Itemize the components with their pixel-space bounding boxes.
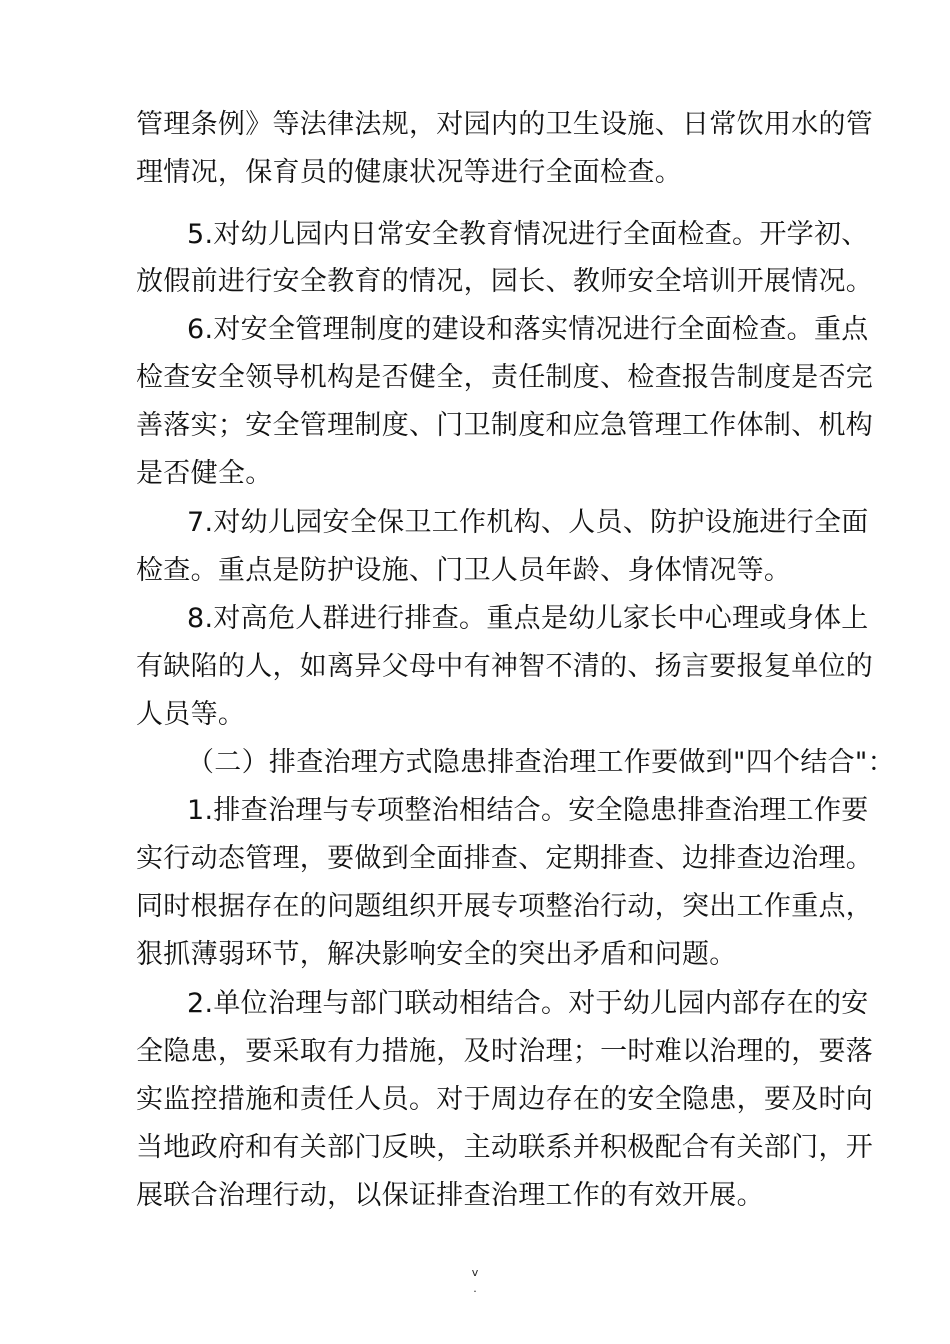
paragraph-1-line: 1.排查治理与专项整治相结合。安全隐患排查治理工作要 [187, 795, 869, 826]
text-line: 检查安全领导机构是否健全，责任制度、检查报告制度是否完 [136, 362, 874, 393]
text-line: 放假前进行安全教育的情况，园长、教师安全培训开展情况。 [136, 266, 874, 297]
footer-mark-bottom: . [473, 1282, 477, 1295]
text-line: 狠抓薄弱环节，解决影响安全的突出矛盾和问题。 [136, 939, 737, 970]
section-heading: （二）排查治理方式隐患排查治理工作要做到"四个结合"： [187, 747, 895, 778]
text-line: 检查。重点是防护设施、门卫人员年龄、身体情况等。 [136, 555, 792, 586]
footer-mark-top: v [471, 1266, 479, 1279]
text-line: 同时根据存在的问题组织开展专项整治行动，突出工作重点， [136, 891, 874, 922]
text-line: 有缺陷的人，如离异父母中有神智不清的、扬言要报复单位的 [136, 651, 874, 682]
text-line: 是否健全。 [136, 458, 273, 489]
paragraph-7-line: 7.对幼儿园安全保卫工作机构、人员、防护设施进行全面 [187, 507, 869, 538]
text-line: 当地政府和有关部门反映，主动联系并积极配合有关部门，开 [136, 1132, 874, 1163]
text-line: 实行动态管理，要做到全面排查、定期排查、边排查边治理。 [136, 843, 874, 874]
paragraph-5-line: 5.对幼儿园内日常安全教育情况进行全面检查。开学初、 [187, 219, 869, 250]
text-line: 管理条例》等法律法规，对园内的卫生设施、日常饮用水的管 [136, 109, 874, 140]
text-line: 善落实；安全管理制度、门卫制度和应急管理工作体制、机构 [136, 410, 874, 441]
text-line: 理情况，保育员的健康状况等进行全面检查。 [136, 157, 682, 188]
paragraph-6-line: 6.对安全管理制度的建设和落实情况进行全面检查。重点 [187, 314, 869, 345]
paragraph-2-line: 2.单位治理与部门联动相结合。对于幼儿园内部存在的安 [187, 988, 869, 1019]
text-line: 实监控措施和责任人员。对于周边存在的安全隐患，要及时向 [136, 1084, 874, 1115]
text-line: 人员等。 [136, 699, 246, 730]
text-line: 全隐患，要采取有力措施，及时治理；一时难以治理的，要落 [136, 1036, 874, 1067]
paragraph-8-line: 8.对高危人群进行排查。重点是幼儿家长中心理或身体上 [187, 603, 869, 634]
text-line: 展联合治理行动，以保证排查治理工作的有效开展。 [136, 1180, 764, 1211]
